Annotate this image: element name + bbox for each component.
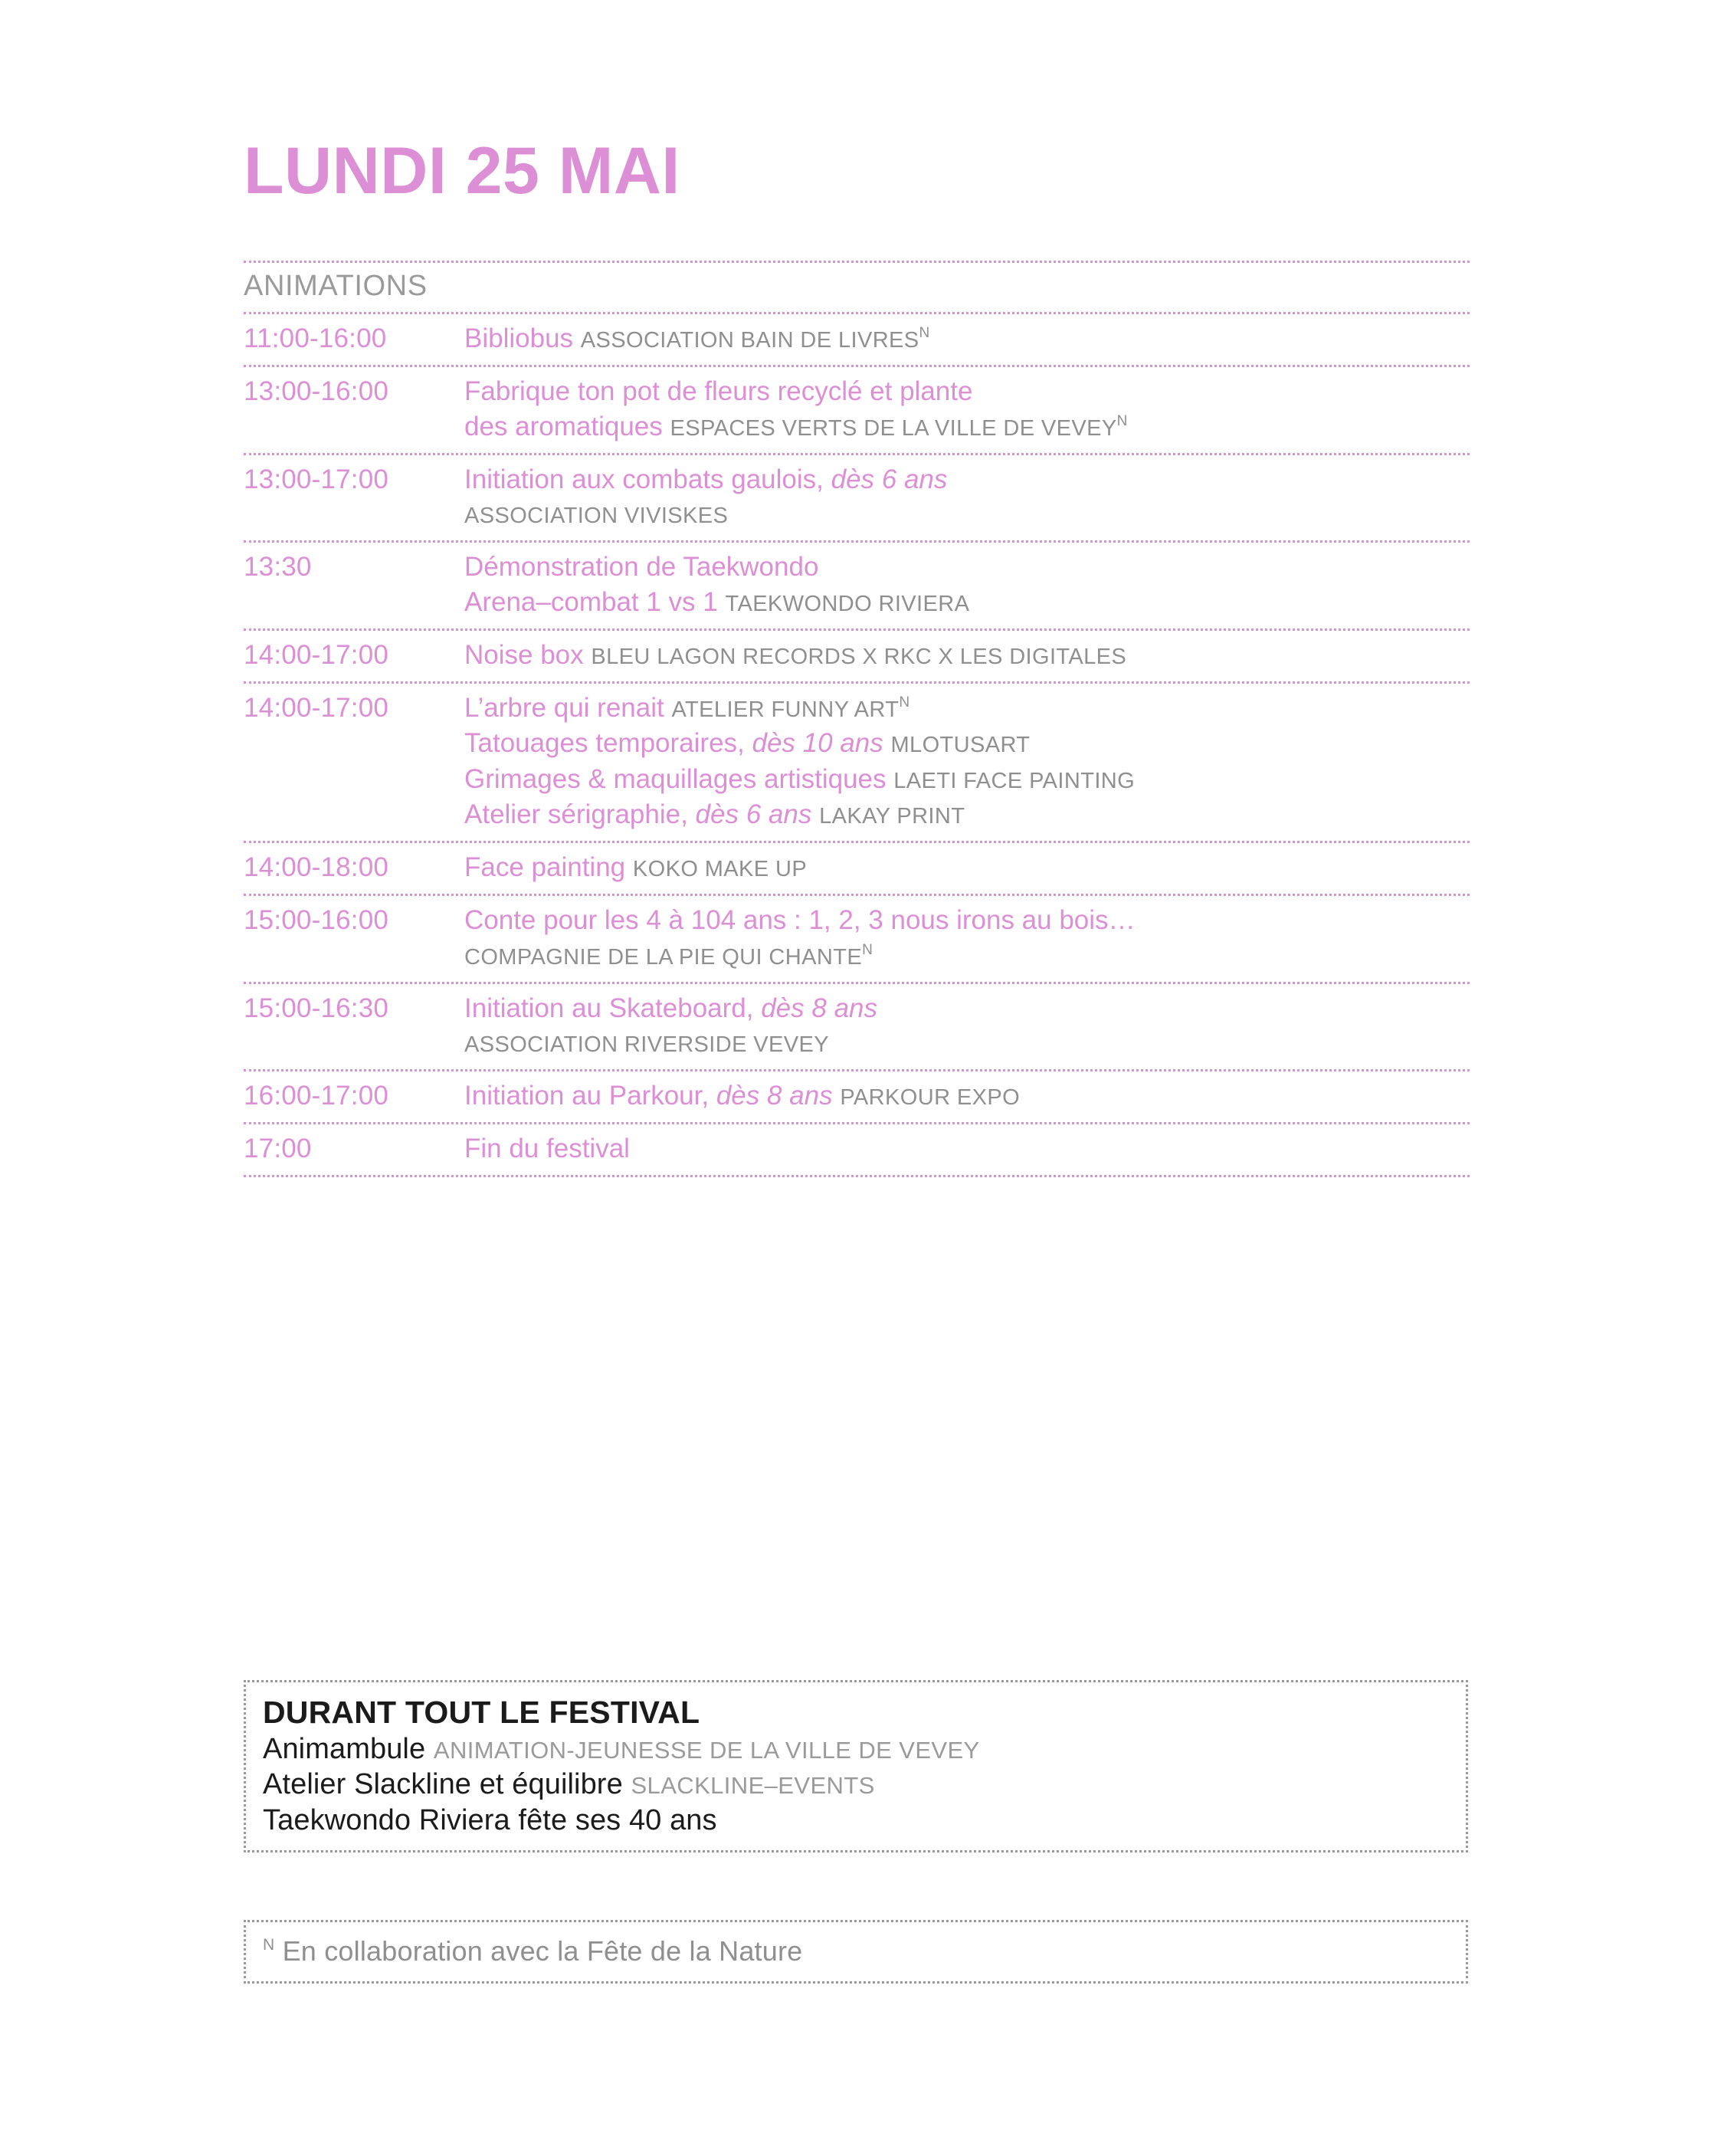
event-organizer: LAETI FACE PAINTING bbox=[893, 768, 1136, 793]
event-time: 14:00-18:00 bbox=[244, 852, 389, 882]
event-time: 17:00 bbox=[244, 1133, 312, 1163]
event-line bbox=[464, 550, 1470, 585]
event-line bbox=[464, 374, 1470, 409]
schedule-row bbox=[244, 455, 1470, 540]
event-organizer: ASSOCIATION VIVISKES bbox=[464, 503, 729, 528]
event-description bbox=[464, 374, 1470, 445]
collaboration-note-box bbox=[244, 1920, 1468, 1984]
event-time: 11:00-16:00 bbox=[244, 323, 387, 353]
schedule-row bbox=[244, 843, 1470, 894]
event-description bbox=[464, 691, 1470, 832]
event-organizer: ASSOCIATION BAIN DE LIVRES bbox=[580, 327, 919, 353]
event-time: 16:00-17:00 bbox=[244, 1080, 389, 1111]
event-title: Grimages & maquillages artistiques bbox=[464, 763, 887, 794]
footnote-marker: N bbox=[919, 324, 930, 341]
event-description bbox=[464, 321, 1470, 356]
event-description bbox=[464, 850, 1470, 885]
event-title: L’arbre qui renait bbox=[464, 693, 664, 724]
schedule-row bbox=[244, 367, 1470, 453]
event-time: 14:00-17:00 bbox=[244, 693, 389, 724]
footnote-marker: N bbox=[862, 942, 873, 959]
event-age-note: dès 8 ans bbox=[761, 993, 877, 1024]
schedule-row bbox=[244, 684, 1470, 841]
event-description bbox=[464, 638, 1470, 673]
event-title: Tatouages temporaires, bbox=[464, 728, 745, 759]
event-title: Conte pour les 4 à 104 ans : 1, 2, 3 nous irons au bois… bbox=[464, 905, 1136, 936]
schedule-row bbox=[244, 1071, 1470, 1122]
event-title: Initiation au Parkour, bbox=[464, 1080, 710, 1111]
event-time: 13:30 bbox=[244, 551, 312, 582]
event-line bbox=[464, 321, 1470, 356]
event-line bbox=[464, 638, 1470, 673]
event-title: des aromatiques bbox=[464, 412, 663, 442]
event-title: Bibliobus bbox=[464, 323, 574, 353]
event-line bbox=[464, 585, 1470, 620]
collaboration-note bbox=[263, 1934, 1450, 1967]
event-time: 15:00-16:30 bbox=[244, 993, 389, 1024]
divider bbox=[244, 1175, 1470, 1177]
event-line bbox=[464, 462, 1470, 497]
event-age-note: dès 6 ans bbox=[831, 464, 948, 495]
event-organizer: ATELIER FUNNY ART bbox=[671, 697, 900, 723]
event-line bbox=[464, 797, 1470, 832]
event-title: Atelier sérigraphie, bbox=[464, 799, 688, 829]
event-age-note: dès 8 ans bbox=[716, 1080, 833, 1111]
event-organizer: LAKAY PRINT bbox=[819, 803, 965, 829]
event-organizer: ESPACES VERTS DE LA VILLE DE VEVEY bbox=[670, 416, 1117, 441]
schedule-row bbox=[244, 543, 1470, 628]
festival-item-organizer: SLACKLINE–EVENTS bbox=[631, 1772, 875, 1800]
event-description bbox=[464, 991, 1470, 1060]
event-description bbox=[464, 903, 1470, 973]
event-time: 15:00-16:00 bbox=[244, 905, 389, 936]
event-title: Arena–combat 1 vs 1 bbox=[464, 586, 718, 617]
schedule-row bbox=[244, 631, 1470, 681]
event-organizer: ASSOCIATION RIVERSIDE VEVEY bbox=[464, 1032, 829, 1057]
festival-item-organizer: ANIMATION-JEUNESSE DE LA VILLE DE VEVEY bbox=[433, 1737, 980, 1764]
event-line bbox=[464, 691, 1470, 726]
event-title: Noise box bbox=[464, 639, 584, 670]
event-title: Démonstration de Taekwondo bbox=[464, 551, 819, 582]
festival-box-item bbox=[263, 1731, 1450, 1767]
event-title: Fin du festival bbox=[464, 1133, 630, 1163]
event-time: 13:00-17:00 bbox=[244, 464, 389, 495]
festival-box-item bbox=[263, 1767, 1450, 1802]
schedule-row bbox=[244, 896, 1470, 982]
event-description bbox=[464, 1078, 1470, 1114]
durant-tout-le-festival-box bbox=[244, 1680, 1468, 1852]
section-heading-animations: ANIMATIONS bbox=[244, 270, 428, 302]
event-organizer: BLEU LAGON RECORDS X RKC X LES DIGITALES bbox=[591, 644, 1127, 669]
festival-box-title: DURANT TOUT LE FESTIVAL bbox=[263, 1695, 700, 1730]
page-title: LUNDI 25 MAI bbox=[244, 134, 680, 208]
festival-item-label: Atelier Slackline et équilibre bbox=[263, 1768, 623, 1801]
event-line bbox=[464, 850, 1470, 885]
event-time: 13:00-16:00 bbox=[244, 376, 389, 406]
event-time: 14:00-17:00 bbox=[244, 639, 389, 670]
event-description bbox=[464, 1131, 1470, 1167]
schedule-row bbox=[244, 314, 1470, 365]
event-organizer: KOKO MAKE UP bbox=[632, 856, 808, 881]
event-line bbox=[464, 726, 1470, 761]
event-age-note: dès 10 ans bbox=[752, 728, 883, 759]
event-title: Face painting bbox=[464, 852, 626, 882]
event-line bbox=[464, 903, 1470, 938]
event-description bbox=[464, 462, 1470, 531]
event-line bbox=[464, 1078, 1470, 1114]
event-line bbox=[464, 991, 1470, 1026]
event-line bbox=[464, 409, 1470, 445]
footnote-marker: N bbox=[263, 1936, 275, 1954]
collaboration-text: En collaboration avec la Fête de la Nature bbox=[282, 1935, 803, 1967]
event-organizer: COMPAGNIE DE LA PIE QUI CHANTE bbox=[464, 945, 863, 970]
schedule-row bbox=[244, 984, 1470, 1068]
event-line bbox=[464, 762, 1470, 797]
event-title: Fabrique ton pot de fleurs recyclé et plante bbox=[464, 376, 973, 406]
festival-item-label: Taekwondo Riviera fête ses 40 ans bbox=[263, 1803, 717, 1836]
event-line bbox=[464, 1131, 1470, 1167]
event-organizer: MLOTUSART bbox=[890, 733, 1031, 758]
event-title: Initiation au Skateboard, bbox=[464, 993, 754, 1024]
festival-box-item bbox=[263, 1803, 1450, 1838]
event-organizer: TAEKWONDO RIVIERA bbox=[725, 591, 970, 616]
footnote-marker: N bbox=[1116, 413, 1128, 430]
event-organizer: PARKOUR EXPO bbox=[840, 1085, 1021, 1110]
footnote-marker: N bbox=[899, 694, 910, 711]
event-title: Initiation aux combats gaulois, bbox=[464, 464, 824, 495]
event-description bbox=[464, 550, 1470, 620]
event-organizer-line bbox=[464, 938, 1470, 973]
event-age-note: dès 6 ans bbox=[695, 799, 812, 829]
schedule-table bbox=[244, 261, 1470, 1177]
schedule-row bbox=[244, 1124, 1470, 1175]
festival-item-label: Animambule bbox=[263, 1733, 426, 1766]
